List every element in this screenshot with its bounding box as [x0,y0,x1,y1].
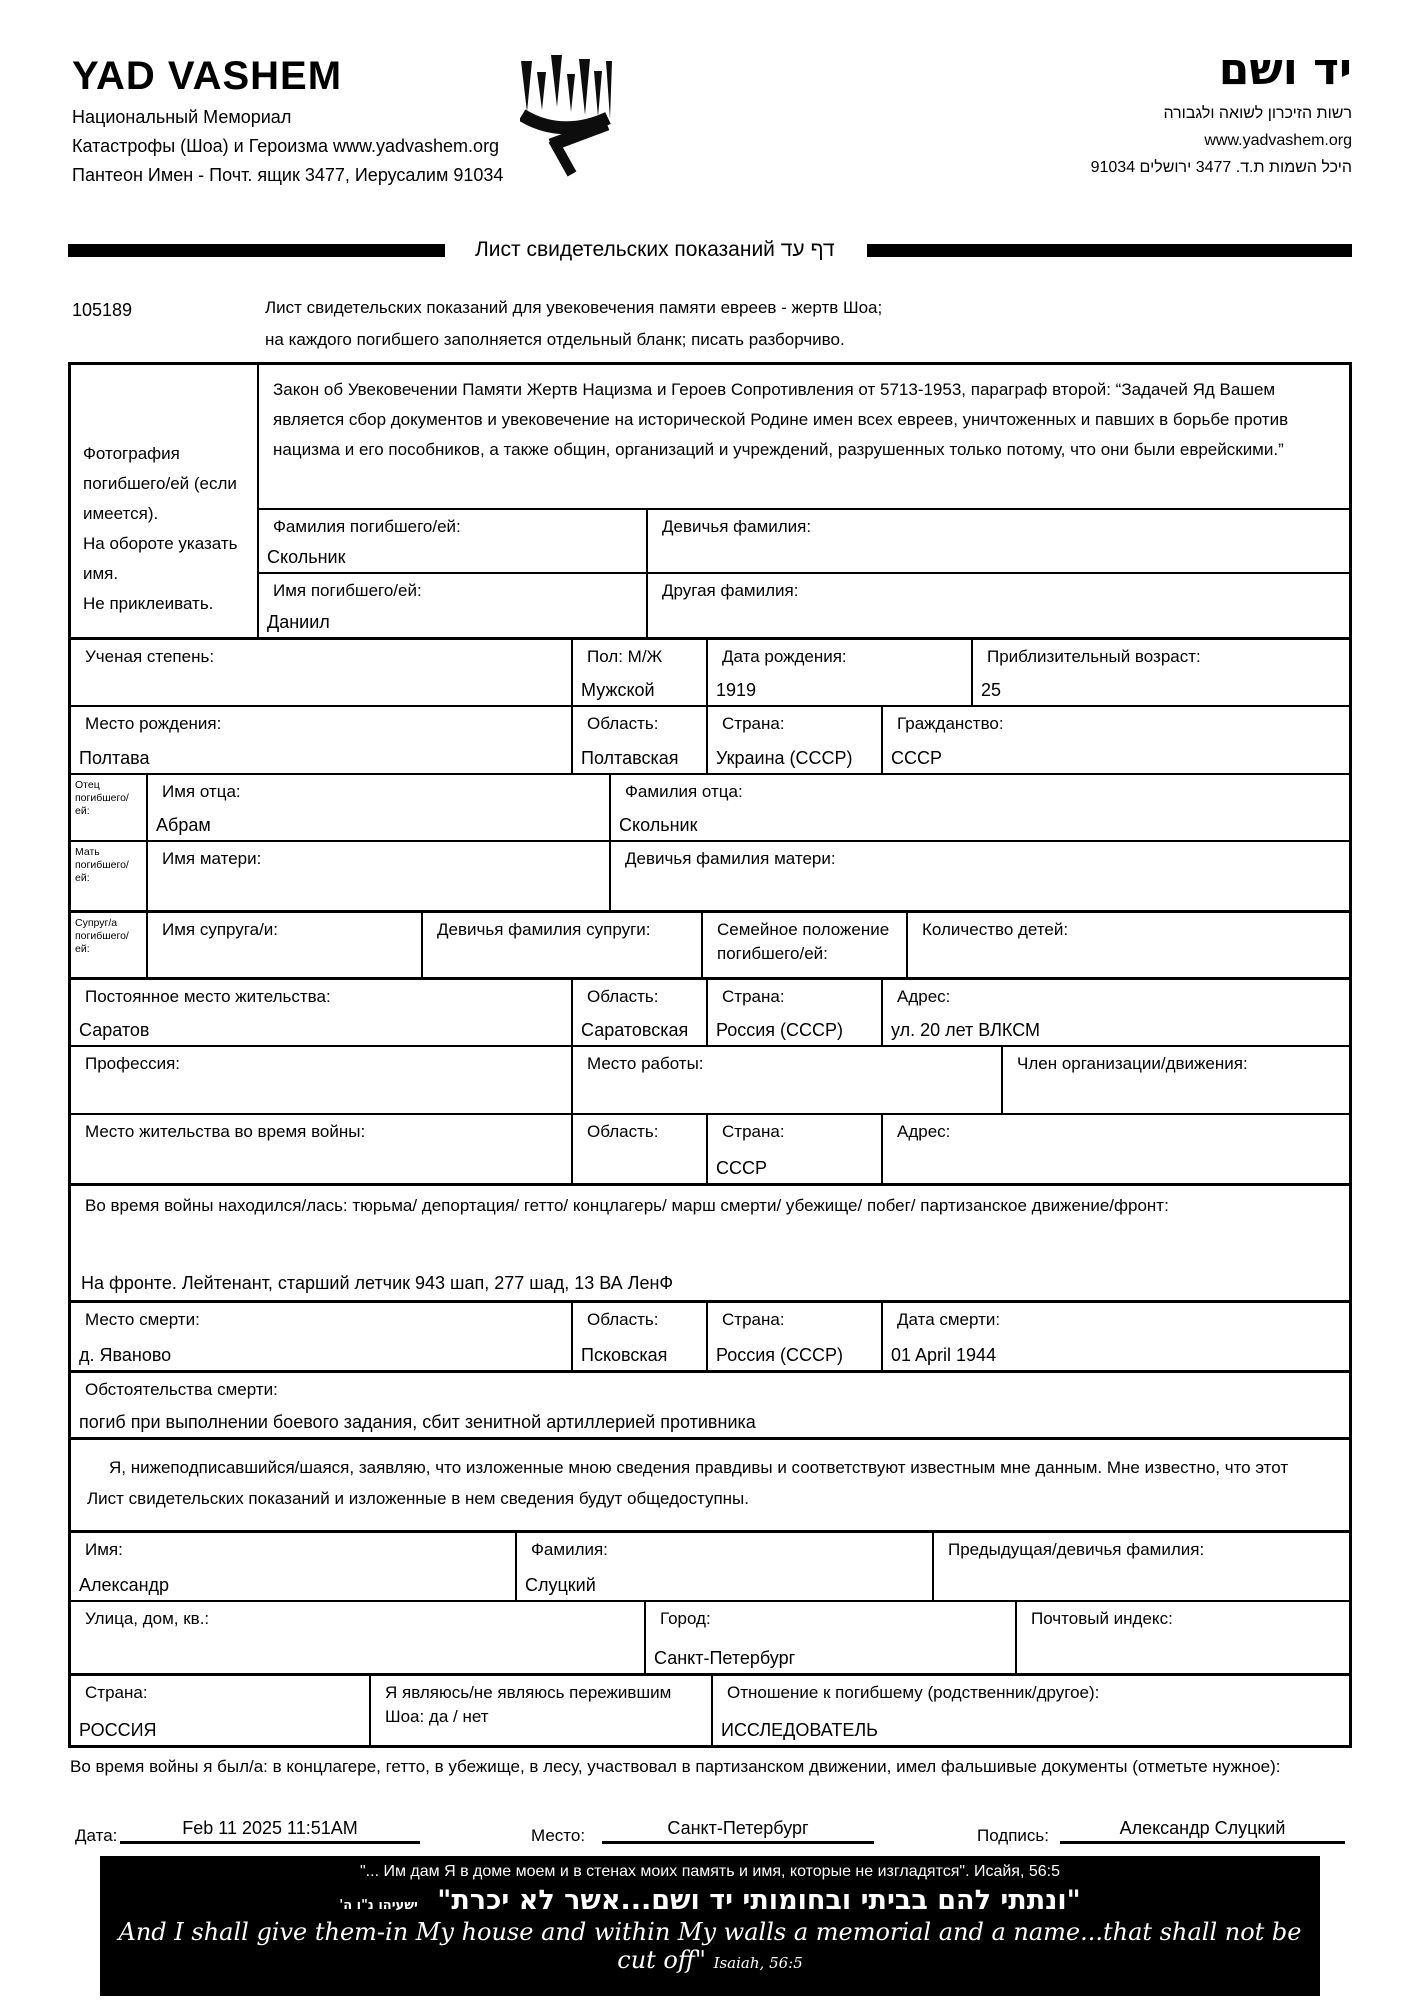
form-number: 105189 [72,300,133,320]
field-spouse-maiden-name [423,913,703,977]
field-label: Область: [587,714,659,733]
field-label: Член организации/движения: [1017,1054,1248,1073]
field-death-country [708,1303,883,1370]
field-birth-place [71,707,573,773]
field-label: Профессия: [85,1054,180,1073]
isaiah-quote-banner [100,1856,1320,1996]
field-label: Страна: [722,714,785,733]
field-label: Постоянное место жительства: [85,987,331,1006]
field-death-region [573,1303,708,1370]
field-value: РОССИЯ [79,1720,157,1740]
field-residence-region [573,980,708,1045]
field-submitter-surname [517,1533,934,1600]
field-approx-age [973,640,1349,705]
photo-instructions-cell [71,365,259,637]
field-label: Фамилия отца: [625,782,743,801]
field-value: Александр [79,1575,170,1595]
field-value: Мужской [581,680,655,700]
field-value: ул. 20 лет ВЛКСМ [891,1020,1040,1040]
field-label: Предыдущая/девичья фамилия: [948,1540,1205,1559]
org-line-1: Национальный Мемориал [72,107,292,127]
quote-english-text: And I shall give them-in My house and within My walls a memorial and a name...that shall not be cut off" [118,1918,1302,1974]
field-label: Почтовый индекс: [1031,1609,1173,1628]
field-value: Саратов [79,1020,150,1040]
photo-note-2: На обороте указать имя. [83,534,238,583]
field-label: Улица, дом, кв.: [85,1609,210,1628]
field-birth-date [708,640,973,705]
org-hebrew-line-2: www.yadvashem.org [1204,132,1352,149]
field-value: д. Яваново [79,1345,172,1365]
field-label: Пол: М/Ж [587,647,663,666]
field-label: Фамилия: [531,1540,608,1559]
field-label: Мать погибшего/ей: [75,846,129,884]
field-profession [71,1047,573,1113]
field-residence-place [71,980,573,1045]
field-value: Россия (СССР) [716,1020,844,1040]
org-hebrew-line-3: היכל השמות ת.ד. 3477 ירושלים 91034 [1090,159,1352,176]
place-label: Место: [531,1826,586,1845]
signature-value: Александр Слуцкий [1060,1818,1345,1844]
quote-russian: "... Им дам Я в доме моем и в стенах моих память и имя, которые не изгладятся". Исайя, 56:5 [360,1863,1060,1880]
field-value: На фронте. Лейтенант, старший летчик 943 шап, 277 шад, 13 ВА ЛенФ [81,1273,674,1293]
field-submitter-city [646,1602,1017,1673]
field-value: Санкт-Петербург [654,1648,796,1668]
field-label: Город: [660,1609,711,1628]
field-victim-first-name [259,574,648,637]
field-label: Отец погибшего/ей: [75,779,129,817]
field-label: Место смерти: [85,1310,200,1329]
field-label: Имя матери: [162,849,262,868]
field-value: погиб при выполнении боевого задания, сбит зенитной артиллерией противника [79,1412,756,1432]
field-value: Скольник [619,815,698,835]
field-father-surname [611,775,1349,840]
field-birth-region [573,707,708,773]
field-relation-to-victim [713,1676,1349,1745]
page-title: Лист свидетельских показаний דף עד [475,238,835,261]
intro-row [72,292,1352,356]
date-label: Дата: [75,1826,118,1845]
field-value: Саратовская [581,1020,689,1040]
title-bar-right [867,244,1352,257]
field-value: Полтавская [581,748,679,768]
field-label: Область: [587,987,659,1006]
field-submitter-street [71,1602,646,1673]
field-label: Имя: [85,1540,123,1559]
field-citizenship [883,707,1349,773]
field-label: Семейное положение погибшего/ей: [717,920,890,963]
field-value: Скольник [267,547,346,567]
field-label: Дата смерти: [897,1310,1001,1329]
field-label: Страна: [722,1310,785,1329]
field-label: Другая фамилия: [662,581,799,600]
field-value: ИССЛЕДОВАТЕЛЬ [721,1720,878,1740]
field-label: Супруг/а погибшего/ей: [75,917,129,955]
field-label: Страна: [722,1122,785,1141]
law-text: Закон об Увековечении Памяти Жертв Нацизма и Героев Сопротивления от 5713-1953, параграф второй: “Задачей Яд Вашем является сбор документов и увековечение на исторической Родине имен всех евреев, уничтоженных и павших в борьбе против нацизма и его пособников, а также общин, организаций и учреждений, разрушенных только потому, что они были еврейскими.” [259,365,1349,510]
field-birth-country [708,707,883,773]
row-label-mother [71,842,148,910]
org-line-3: Пантеон Имен - Почт. ящик 3477, Иерусалим 91034 [72,165,504,185]
quote-hebrew-text: "ונתתי להם בביתי ובחומותי יד ושם...אשר לא יכרת" [437,1885,1081,1916]
field-gender [573,640,708,705]
field-label: Адрес: [897,1122,951,1141]
field-victim-surname [259,510,648,572]
field-father-name [148,775,611,840]
org-hebrew-line-1: רשות הזיכרון לשואה ולגבורה [1163,105,1352,122]
field-label: Ученая степень: [85,647,215,666]
quote-english-citation: Isaiah, 56:5 [713,1954,803,1972]
field-victim-other-name [648,574,1349,637]
signature-label: Подпись: [977,1826,1050,1845]
org-name: YAD VASHEM [72,54,343,98]
field-value: 1919 [716,680,757,700]
field-value: Полтава [79,748,150,768]
field-organization [1003,1047,1349,1113]
yad-vashem-menorah-logo [520,52,612,185]
date-value: Feb 11 2025 11:51AM [120,1818,420,1844]
field-label: Место жительства во время войны: [85,1122,366,1141]
field-label: Место работы: [587,1054,704,1073]
intro-line-2: на каждого погибшего заполняется отдельный бланк; писать разборчиво. [265,330,845,349]
field-label: Имя погибшего/ей: [273,581,422,600]
testimony-table [68,362,1352,1748]
intro-line-1: Лист свидетельских показаний для увековечения памяти евреев - жертв Шоа; [265,298,883,317]
field-submitter-previous-name [934,1533,1349,1600]
header-left-block [72,55,542,190]
field-mother-maiden-name [611,842,1349,910]
field-victim-maiden-name [648,510,1349,572]
field-mother-name [148,842,611,910]
field-label: Имя супруга/и: [162,920,279,939]
field-label: Отношение к погибшему (родственник/другое): [727,1683,1100,1702]
field-submitter-first-name [71,1533,517,1600]
field-death-place [71,1303,573,1370]
field-death-date [883,1303,1349,1370]
field-marital-status [703,913,908,977]
war-experience-note: Во время войны я был/а: в концлагере, гетто, в убежище, в лесу, участвовал в партизанском движении, имел фальшивые документы (отметьте нужное): [70,1757,1281,1776]
field-label: Обстоятельства смерти: [85,1380,278,1399]
field-label: Гражданство: [897,714,1004,733]
quote-hebrew [100,1885,1320,1916]
field-label: Адрес: [897,987,951,1006]
field-war-residence [71,1115,573,1183]
field-label: Страна: [722,987,785,1006]
field-residence-country [708,980,883,1045]
field-value: СССР [891,748,943,768]
field-war-address [883,1115,1349,1183]
org-line-2: Катастрофы (Шоа) и Героизма www.yadvashem.org [72,136,500,156]
field-value: Украина (СССР) [716,748,853,768]
intro-text [265,292,882,356]
field-label: Фамилия погибшего/ей: [273,517,461,536]
form-header [0,0,1414,185]
field-degree [71,640,573,705]
field-label: Дата рождения: [722,647,847,666]
field-label: Во время войны находился/лась: тюрьма/ депортация/ гетто/ концлагерь/ марш смерти/ убежище/ побег/ партизанское движение/фронт: [85,1196,1169,1215]
title-bar-left [68,244,445,257]
field-value: Слуцкий [525,1575,596,1595]
photo-note-3: Не приклеивать. [83,594,214,613]
place-value: Санкт-Петербург [602,1818,874,1844]
field-submitter-postal-code [1017,1602,1349,1673]
field-spouse-name [148,913,423,977]
field-label: Девичья фамилия супруги: [437,920,651,939]
field-label: Девичья фамилия матери: [625,849,836,868]
top-section [71,365,1349,637]
signature-row [0,1810,1414,1850]
field-label: Область: [587,1310,659,1329]
field-label: Количество детей: [922,920,1069,939]
field-residence-address [883,980,1349,1045]
field-label: Страна: [85,1683,148,1702]
field-label: Место рождения: [85,714,222,733]
field-workplace [573,1047,1003,1113]
field-label: Приблизительный возраст: [987,647,1201,666]
field-value: 01 April 1944 [891,1345,997,1365]
field-value: Россия (СССР) [716,1345,844,1365]
field-value: Даниил [267,612,330,632]
field-war-country [708,1115,883,1183]
field-value: СССР [716,1158,768,1178]
quote-hebrew-citation: ישעיהו נ"ו ה' [339,1898,418,1913]
quote-english [100,1918,1320,1974]
field-survivor-status [371,1676,713,1745]
photo-note-1: Фотография погибшего/ей (если имеется). [83,444,237,523]
form-title-row [68,238,1352,262]
row-label-spouse [71,913,148,977]
field-value: Абрам [156,815,211,835]
field-value: 25 [981,680,1002,700]
field-label: Область: [587,1122,659,1141]
org-name-hebrew: יד ושם [1218,44,1352,95]
field-submitter-country [71,1676,371,1745]
row-label-father [71,775,148,840]
field-war-location [71,1186,1349,1300]
field-value: Псковская [581,1345,668,1365]
field-label: Я являюсь/не являюсь пережившим Шоа: да / нет [385,1683,672,1726]
field-children-count [908,913,1349,977]
header-right-block [1090,44,1352,181]
field-war-region [573,1115,708,1183]
field-label: Имя отца: [162,782,241,801]
field-death-circumstances [71,1373,1349,1437]
declaration-text: Я, нижеподписавшийся/шаяся, заявляю, что изложенные мною сведения правдивы и соответствуют известным мне данным. Мне известно, что этот Лист свидетельских показаний и изложенные в нем сведения будут общедоступны. [87,1458,1289,1508]
field-label: Девичья фамилия: [662,517,812,536]
